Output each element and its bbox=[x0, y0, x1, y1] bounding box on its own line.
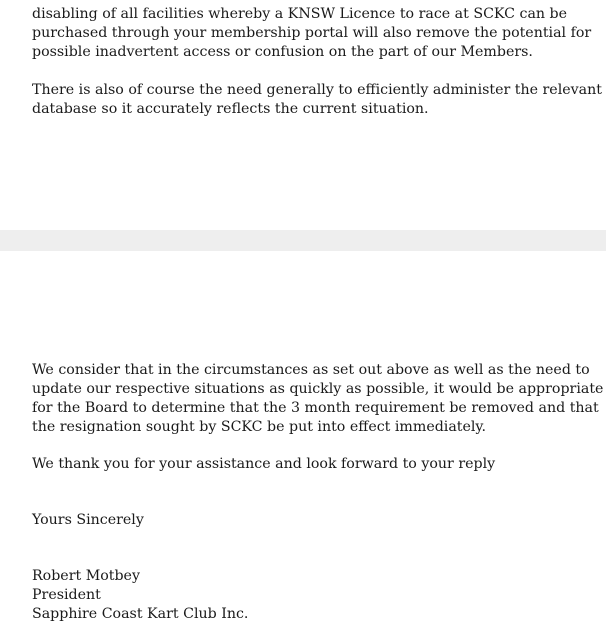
text-line: possible inadvertent access or confusion on the part of our Members. bbox=[32, 43, 533, 60]
document-page-top bbox=[0, 0, 606, 230]
paragraph-thanks bbox=[32, 455, 577, 474]
closing-salutation bbox=[32, 511, 577, 530]
signature-block bbox=[32, 567, 577, 623]
text-line: We consider that in the circumstances as set out above as well as the need to bbox=[32, 362, 590, 379]
text-line: for the Board to determine that the 3 month requirement be removed and that bbox=[32, 399, 599, 416]
text-line: update our respective situations as quickly as possible, it would be appropriate bbox=[32, 380, 604, 397]
text-line: There is also of course the need generally to efficiently administer the relevant bbox=[32, 82, 602, 99]
text-line: database so it accurately reflects the current situation. bbox=[32, 100, 429, 117]
signatory-organization: Sapphire Coast Kart Club Inc. bbox=[32, 605, 249, 622]
text-line: We thank you for your assistance and look forward to your reply bbox=[32, 456, 496, 473]
paragraph-database bbox=[32, 81, 602, 119]
paragraph-facilities-continued bbox=[32, 5, 592, 61]
text-line: disabling of all facilities whereby a KNSW Licence to race at SCKC can be bbox=[32, 6, 568, 23]
signatory-title: President bbox=[32, 586, 101, 603]
page-separator bbox=[0, 230, 606, 251]
paragraph-circumstances bbox=[32, 361, 604, 436]
text-line: the resignation sought by SCKC be put into effect immediately. bbox=[32, 418, 487, 435]
signatory-name: Robert Motbey bbox=[32, 568, 140, 585]
document-page-bottom bbox=[0, 251, 606, 644]
text-line: purchased through your membership portal will also remove the potential for bbox=[32, 24, 592, 41]
text-line: Yours Sincerely bbox=[32, 512, 144, 529]
